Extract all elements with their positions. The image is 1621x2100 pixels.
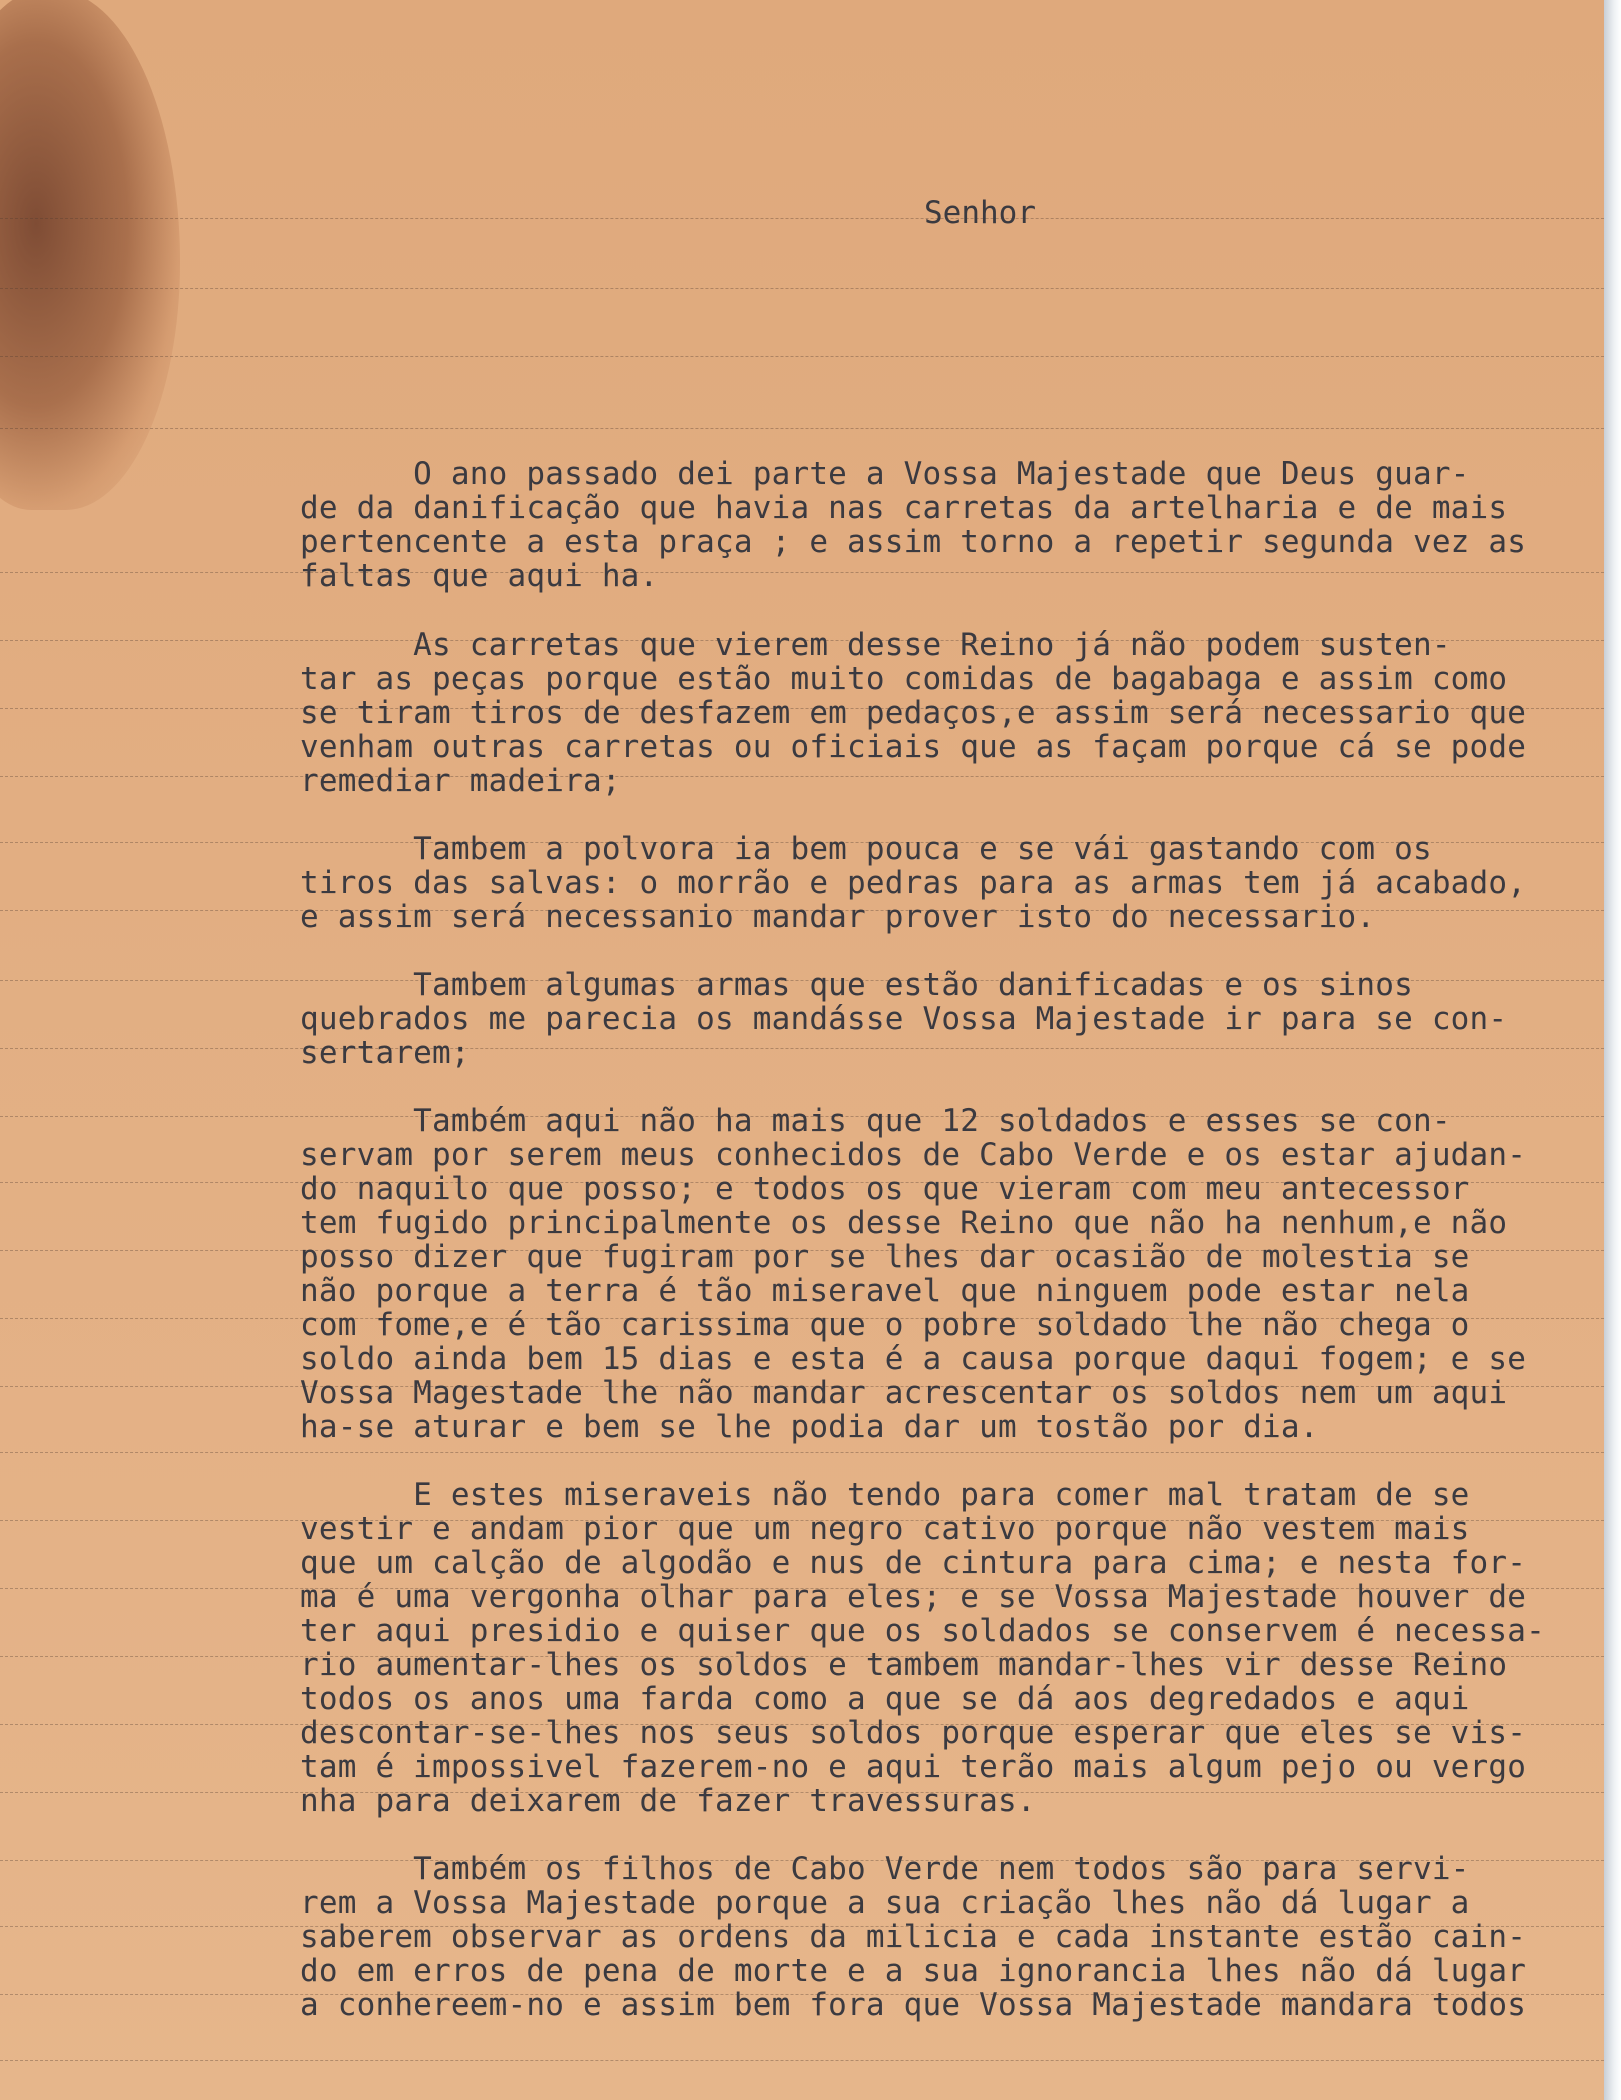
text-line: servam por serem meus conhecidos de Cabo Verde e os estar ajudan-: [300, 1137, 1527, 1173]
text-line: com fome,e é tão carissima que o pobre soldado lhe não chega o: [300, 1307, 1470, 1343]
text-line: ha-se aturar e bem se lhe podia dar um tostão por dia.: [300, 1409, 1319, 1445]
text-line: a conhereem-no e assim bem fora que Vossa Majestade mandara todos: [300, 1987, 1527, 2023]
text-line: E estes miseraveis não tendo para comer mal tratam de se: [300, 1477, 1470, 1513]
ruled-line: [0, 356, 1604, 357]
text-line: se tiram tiros de desfazem em pedaços,e assim será necessario que: [300, 695, 1527, 731]
water-stain: [0, 0, 180, 510]
text-line: Também os filhos de Cabo Verde nem todos são para servi-: [300, 1851, 1470, 1887]
ruled-line: [0, 572, 1604, 573]
text-line: nha para deixarem de fazer travessuras.: [300, 1783, 1036, 1819]
text-line: de da danificação que havia nas carretas da artelharia e de mais: [300, 490, 1508, 526]
text-line: faltas que aqui ha.: [300, 558, 659, 594]
text-line: tam é impossivel fazerem-no e aqui terão mais algum pejo ou vergo: [300, 1749, 1527, 1785]
text-line: descontar-se-lhes nos seus soldos porque esperar que eles se vis-: [300, 1715, 1527, 1751]
text-line: saberem observar as ordens da milicia e cada instante estão cain-: [300, 1919, 1527, 1955]
text-line: rem a Vossa Majestade porque a sua criação lhes não dá lugar a: [300, 1885, 1470, 1921]
text-line: que um calção de algodão e nus de cintura para cima; e nesta for-: [300, 1545, 1527, 1581]
text-line: Também aqui não ha mais que 12 soldados e esses se con-: [300, 1103, 1451, 1139]
text-line: sertarem;: [300, 1035, 470, 1071]
text-line: pertencente a esta praça ; e assim torno a repetir segunda vez as: [300, 524, 1527, 560]
text-line: ter aqui presidio e quiser que os soldados se conservem é necessa-: [300, 1613, 1545, 1649]
ruled-line: [0, 428, 1604, 429]
text-line: Tambem a polvora ia bem pouca e se vái gastando com os: [300, 831, 1432, 867]
text-line: não porque a terra é tão miseravel que ninguem pode estar nela: [300, 1273, 1470, 1309]
text-line: Vossa Magestade lhe não mandar acrescentar os soldos nem um aqui: [300, 1375, 1508, 1411]
text-line: quebrados me parecia os mandásse Vossa Majestade ir para se con-: [300, 1001, 1508, 1037]
text-line: O ano passado dei parte a Vossa Majestade que Deus guar-: [300, 456, 1470, 492]
text-line: do em erros de pena de morte e a sua ignorancia lhes não dá lugar: [300, 1953, 1527, 1989]
text-line: tem fugido principalmente os desse Reino que não ha nenhum,e não: [300, 1205, 1508, 1241]
ruled-line: [0, 1048, 1604, 1049]
text-line: posso dizer que fugiram por se lhes dar ocasião de molestia se: [300, 1239, 1470, 1275]
ruled-line: [0, 288, 1604, 289]
ruled-line: [0, 2060, 1604, 2061]
text-line: remediar madeira;: [300, 763, 621, 799]
text-line: Tambem algumas armas que estão danificadas e os sinos: [300, 967, 1413, 1003]
text-line: ma é uma vergonha olhar para eles; e se Vossa Majestade houver de: [300, 1579, 1527, 1615]
text-line: vestir e andam pior que um negro cativo porque não vestem mais: [300, 1511, 1470, 1547]
ruled-line: [0, 1452, 1604, 1453]
text-line: venham outras carretas ou oficiais que as façam porque cá se pode: [300, 729, 1527, 765]
text-line: todos os anos uma farda como a que se dá aos degredados e aqui: [300, 1681, 1470, 1717]
page-edge: [1604, 0, 1621, 2100]
text-line: tar as peças porque estão muito comidas de bagabaga e assim como: [300, 661, 1508, 697]
ruled-line: [0, 218, 1604, 219]
salutation-heading: Senhor: [924, 195, 1036, 231]
text-line: rio aumentar-lhes os soldos e tambem mandar-lhes vir desse Reino: [300, 1647, 1508, 1683]
text-line: soldo ainda bem 15 dias e esta é a causa porque daqui fogem; e se: [300, 1341, 1527, 1377]
text-line: e assim será necessanio mandar prover isto do necessario.: [300, 899, 1376, 935]
text-line: As carretas que vierem desse Reino já não podem susten-: [300, 627, 1451, 663]
text-line: do naquilo que posso; e todos os que vieram com meu antecessor: [300, 1171, 1470, 1207]
text-line: tiros das salvas: o morrão e pedras para as armas tem já acabado,: [300, 865, 1527, 901]
ruled-line: [0, 776, 1604, 777]
